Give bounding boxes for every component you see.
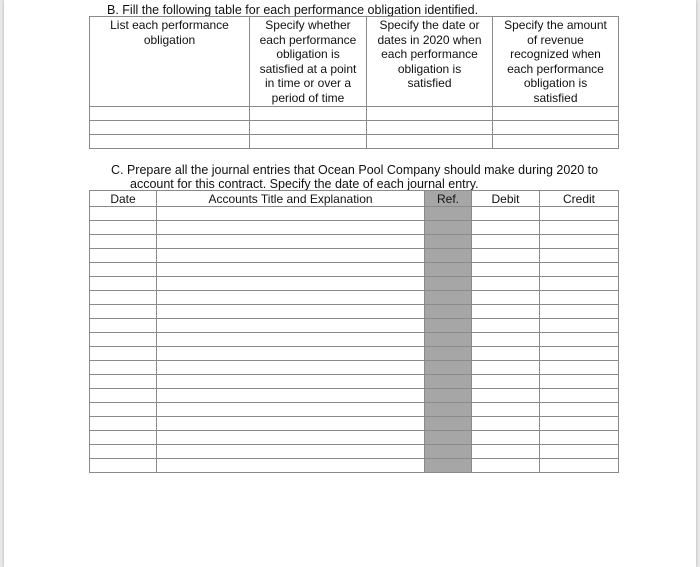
table-cell[interactable] — [157, 319, 425, 333]
table-cell[interactable] — [540, 403, 619, 417]
table-cell[interactable] — [90, 333, 157, 347]
table-cell[interactable] — [425, 459, 472, 473]
table-cell[interactable] — [472, 235, 540, 249]
table-cell[interactable] — [157, 431, 425, 445]
table-cell[interactable] — [90, 319, 157, 333]
table-cell[interactable] — [425, 431, 472, 445]
table-cell[interactable] — [90, 459, 157, 473]
table-row — [90, 417, 619, 431]
table-row — [90, 221, 619, 235]
table-cell[interactable] — [90, 207, 157, 221]
table-cell[interactable] — [250, 121, 367, 135]
section-b-title: B. Fill the following table for each performance obligation identified. — [107, 3, 479, 17]
header-line: recognized when — [510, 47, 601, 61]
table-cell[interactable] — [157, 333, 425, 347]
column-header-point-or-over-time — [250, 17, 367, 107]
table-cell[interactable] — [540, 207, 619, 221]
table-row — [90, 291, 619, 305]
table-cell[interactable] — [90, 135, 250, 149]
table-cell[interactable] — [540, 277, 619, 291]
header-line: in time or over a — [264, 76, 352, 90]
table-cell[interactable] — [472, 277, 540, 291]
table-cell[interactable] — [367, 121, 493, 135]
table-cell[interactable] — [157, 417, 425, 431]
table-cell[interactable] — [472, 361, 540, 375]
table-cell[interactable] — [90, 403, 157, 417]
table-cell[interactable] — [472, 431, 540, 445]
table-row — [90, 207, 619, 221]
table-row — [90, 333, 619, 347]
journal-entries-table — [89, 190, 619, 473]
table-cell[interactable] — [90, 107, 250, 121]
table-cell[interactable] — [472, 221, 540, 235]
table-cell[interactable] — [425, 445, 472, 459]
table-row — [90, 403, 619, 417]
table-cell[interactable] — [472, 249, 540, 263]
header-line: Specify the amount — [504, 18, 607, 32]
table-cell[interactable] — [425, 417, 472, 431]
table-cell[interactable] — [472, 207, 540, 221]
table-cell[interactable] — [472, 417, 540, 431]
header-line: each performance — [381, 47, 478, 61]
table-cell[interactable] — [540, 347, 619, 361]
performance-obligation-table — [89, 16, 619, 149]
table-cell[interactable] — [90, 249, 157, 263]
table-cell[interactable] — [90, 277, 157, 291]
table-cell[interactable] — [472, 263, 540, 277]
table-header-row — [90, 191, 619, 207]
table-cell[interactable] — [425, 277, 472, 291]
table-cell[interactable] — [540, 221, 619, 235]
table-row — [90, 135, 619, 149]
table-row — [90, 121, 619, 135]
column-header-debit: Debit — [472, 191, 540, 207]
table-row — [90, 459, 619, 473]
table-cell[interactable] — [157, 221, 425, 235]
header-line: Specify whether — [265, 18, 351, 32]
table-cell[interactable] — [90, 361, 157, 375]
table-cell[interactable] — [425, 389, 472, 403]
table-header-row — [90, 17, 619, 107]
table-cell[interactable] — [425, 221, 472, 235]
header-line: obligation is — [397, 61, 462, 76]
header-line: each performance — [259, 32, 357, 47]
table-cell[interactable] — [425, 263, 472, 277]
table-cell[interactable] — [540, 431, 619, 445]
table-cell[interactable] — [472, 291, 540, 305]
table-cell[interactable] — [425, 361, 472, 375]
table-cell[interactable] — [540, 235, 619, 249]
table-cell[interactable] — [540, 389, 619, 403]
table-cell[interactable] — [90, 263, 157, 277]
header-line: obligation is — [276, 47, 340, 61]
table-cell[interactable] — [90, 305, 157, 319]
table-cell[interactable] — [425, 375, 472, 389]
table-cell[interactable] — [472, 403, 540, 417]
table-cell[interactable] — [540, 375, 619, 389]
column-header-credit: Credit — [540, 191, 619, 207]
table-cell[interactable] — [540, 249, 619, 263]
table-cell[interactable] — [157, 361, 425, 375]
table-cell[interactable] — [493, 107, 619, 121]
table-cell[interactable] — [425, 333, 472, 347]
table-cell[interactable] — [90, 431, 157, 445]
table-cell[interactable] — [472, 347, 540, 361]
table-cell[interactable] — [157, 347, 425, 361]
table-cell[interactable] — [493, 135, 619, 149]
table-row — [90, 347, 619, 361]
table-row — [90, 375, 619, 389]
table-cell[interactable] — [250, 107, 367, 121]
table-row — [90, 235, 619, 249]
table-cell[interactable] — [472, 389, 540, 403]
table-cell[interactable] — [425, 403, 472, 417]
table-row — [90, 277, 619, 291]
table-cell[interactable] — [540, 305, 619, 319]
table-cell[interactable] — [425, 291, 472, 305]
table-cell[interactable] — [472, 319, 540, 333]
table-row — [90, 107, 619, 121]
header-line: period of time — [271, 90, 345, 105]
table-cell[interactable] — [157, 375, 425, 389]
table-cell[interactable] — [472, 445, 540, 459]
table-cell[interactable] — [157, 403, 425, 417]
table-cell[interactable] — [472, 459, 540, 473]
header-line: satisfied at a point — [259, 61, 357, 76]
table-cell[interactable] — [90, 375, 157, 389]
table-cell[interactable] — [157, 305, 425, 319]
table-row — [90, 249, 619, 263]
table-cell[interactable] — [472, 333, 540, 347]
table-cell[interactable] — [90, 291, 157, 305]
header-line: obligation is — [523, 76, 588, 90]
table-cell[interactable] — [540, 319, 619, 333]
table-row — [90, 389, 619, 403]
table-cell[interactable] — [425, 207, 472, 221]
table-row — [90, 361, 619, 375]
section-c-title-continued: account for this contract. Specify the date of each journal entry. — [130, 177, 479, 191]
header-line: satisfied — [533, 90, 578, 105]
table-row — [90, 445, 619, 459]
table-cell[interactable] — [540, 333, 619, 347]
table-cell[interactable] — [90, 445, 157, 459]
header-line: each performance — [507, 61, 604, 76]
table-cell[interactable] — [472, 305, 540, 319]
header-line: of revenue — [527, 32, 584, 47]
table-cell[interactable] — [540, 445, 619, 459]
column-header-obligation — [90, 17, 250, 107]
table-cell[interactable] — [540, 361, 619, 375]
table-cell[interactable] — [157, 249, 425, 263]
table-cell[interactable] — [367, 107, 493, 121]
table-cell[interactable] — [367, 135, 493, 149]
header-line: Specify the date or — [379, 18, 480, 32]
column-header-revenue-amount — [493, 17, 619, 107]
table-cell[interactable] — [540, 263, 619, 277]
document-page — [4, 0, 696, 567]
table-cell[interactable] — [157, 459, 425, 473]
header-line: satisfied — [407, 76, 452, 90]
table-cell[interactable] — [90, 121, 250, 135]
column-header-ref: Ref. — [425, 191, 472, 207]
table-cell[interactable] — [157, 389, 425, 403]
header-line: obligation — [143, 32, 196, 47]
table-cell[interactable] — [90, 417, 157, 431]
table-cell[interactable] — [540, 291, 619, 305]
table-cell[interactable] — [157, 235, 425, 249]
table-cell[interactable] — [157, 445, 425, 459]
table-cell[interactable] — [90, 389, 157, 403]
table-cell[interactable] — [472, 375, 540, 389]
table-row — [90, 431, 619, 445]
table-row — [90, 305, 619, 319]
table-cell[interactable] — [425, 305, 472, 319]
table-cell[interactable] — [425, 319, 472, 333]
table-cell[interactable] — [90, 221, 157, 235]
table-cell[interactable] — [493, 121, 619, 135]
table-cell[interactable] — [157, 277, 425, 291]
table-cell[interactable] — [425, 249, 472, 263]
header-line: dates in 2020 when — [377, 32, 482, 47]
section-c-title: C. Prepare all the journal entries that Ocean Pool Company should make during 2020 to — [111, 163, 599, 177]
table-cell[interactable] — [425, 347, 472, 361]
table-cell[interactable] — [157, 291, 425, 305]
header-line: List each performance — [110, 18, 229, 32]
column-header-dates — [367, 17, 493, 107]
column-header-date: Date — [90, 191, 157, 207]
column-header-accounts: Accounts Title and Explanation — [157, 191, 425, 207]
table-cell[interactable] — [425, 235, 472, 249]
table-cell[interactable] — [90, 235, 157, 249]
table-cell[interactable] — [90, 347, 157, 361]
table-cell[interactable] — [540, 459, 619, 473]
table-row — [90, 319, 619, 333]
table-cell[interactable] — [157, 263, 425, 277]
table-cell[interactable] — [250, 135, 367, 149]
table-cell[interactable] — [157, 207, 425, 221]
table-cell[interactable] — [540, 417, 619, 431]
table-row — [90, 263, 619, 277]
